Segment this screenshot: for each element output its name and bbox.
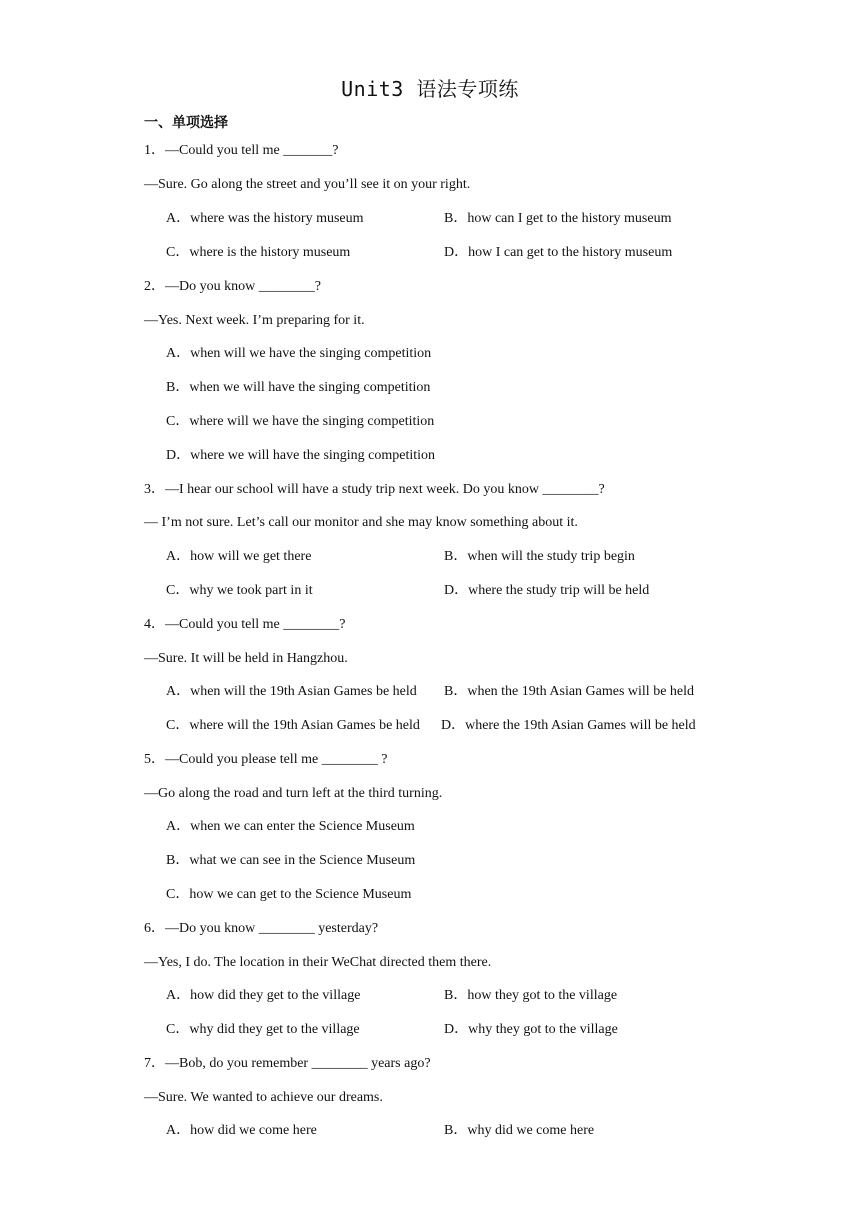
question-5-option-a: A．when we can enter the Science Museum [166, 819, 415, 834]
question-7-dialogue: —Sure. We wanted to achieve our dreams. [144, 1090, 383, 1105]
question-4-dialogue: —Sure. It will be held in Hangzhou. [144, 651, 348, 666]
question-1-option-b: B．how can I get to the history museum [444, 211, 672, 226]
question-4-option-d: D．where the 19th Asian Games will be held [441, 718, 696, 733]
question-6-option-b: B．how they got to the village [444, 988, 618, 1003]
question-1-dialogue: —Sure. Go along the street and you’ll see it on your right. [144, 177, 471, 192]
question-3-dialogue: — I’m not sure. Let’s call our monitor and she may know something about it. [144, 515, 578, 530]
question-1-option-c: C．where is the history museum [166, 245, 351, 260]
question-5-option-c: C．how we can get to the Science Museum [166, 887, 412, 902]
question-7-stem: 7．—Bob, do you remember ________ years ago? [144, 1056, 431, 1071]
question-3-option-a: A．how will we get there [166, 549, 312, 564]
question-3-stem: 3．—I hear our school will have a study trip next week. Do you know ________? [144, 482, 605, 497]
page-title: Unit3 语法专项练 [341, 77, 519, 101]
question-2-option-c: C．where will we have the singing competition [166, 414, 435, 429]
question-3-option-d: D．where the study trip will be held [444, 583, 650, 598]
question-4-stem: 4．—Could you tell me ________? [144, 617, 346, 632]
question-4-option-c: C．where will the 19th Asian Games be held [166, 718, 420, 733]
question-2-stem: 2．—Do you know ________? [144, 279, 321, 294]
question-5-stem: 5．—Could you please tell me ________ ? [144, 752, 388, 767]
question-1-stem: 1．—Could you tell me _______? [144, 143, 339, 158]
question-3-option-c: C．why we took part in it [166, 583, 313, 598]
section-heading: 一、单项选择 [144, 115, 228, 131]
question-4-option-b: B．when the 19th Asian Games will be held [444, 684, 695, 699]
question-5-option-b: B．what we can see in the Science Museum [166, 853, 416, 868]
question-1-option-a: A．where was the history museum [166, 211, 364, 226]
question-2-option-b: B．when we will have the singing competition [166, 380, 431, 395]
question-2-option-a: A．when will we have the singing competition [166, 346, 432, 361]
question-6-option-d: D．why they got to the village [444, 1022, 618, 1037]
question-5-dialogue: —Go along the road and turn left at the third turning. [144, 786, 443, 801]
question-3-option-b: B．when will the study trip begin [444, 549, 635, 564]
question-6-dialogue: —Yes, I do. The location in their WeChat directed them there. [144, 955, 492, 970]
question-1-option-d: D．how I can get to the history museum [444, 245, 673, 260]
question-6-option-c: C．why did they get to the village [166, 1022, 360, 1037]
question-6-option-a: A．how did they get to the village [166, 988, 361, 1003]
question-7-option-b: B．why did we come here [444, 1123, 595, 1138]
question-7-option-a: A．how did we come here [166, 1123, 317, 1138]
question-4-option-a: A．when will the 19th Asian Games be held [166, 684, 417, 699]
question-2-dialogue: —Yes. Next week. I’m preparing for it. [144, 313, 365, 328]
question-2-option-d: D．where we will have the singing competition [166, 448, 436, 463]
question-6-stem: 6．—Do you know ________ yesterday? [144, 921, 379, 936]
